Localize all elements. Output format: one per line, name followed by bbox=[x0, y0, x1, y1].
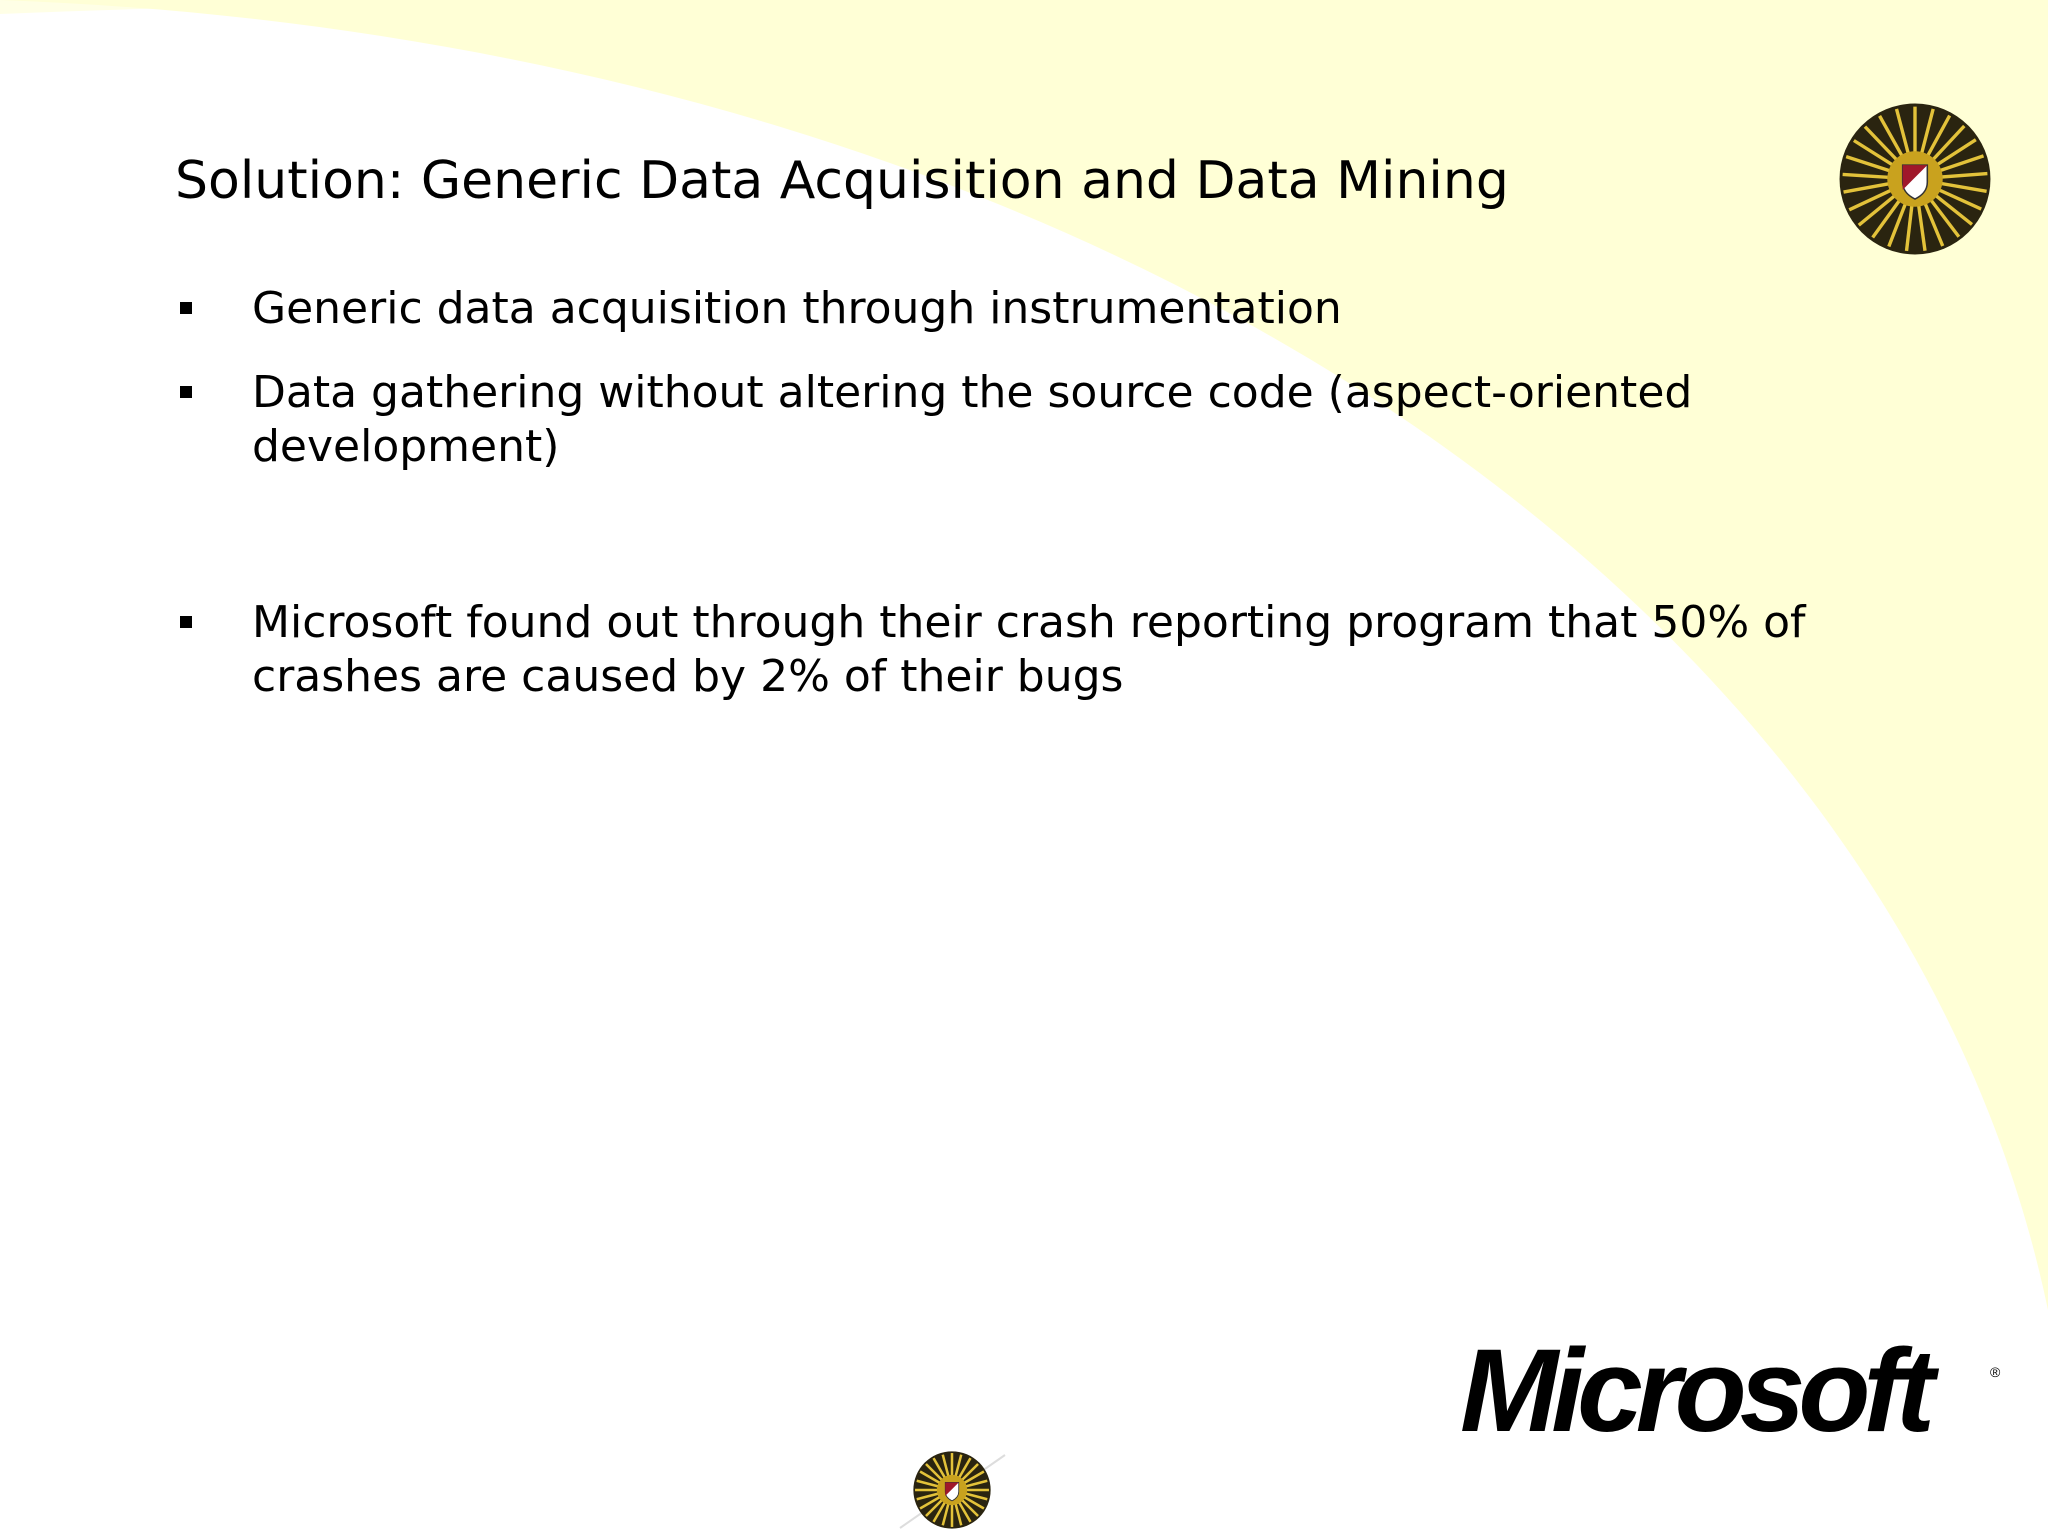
university-seal-icon bbox=[1838, 102, 1992, 256]
bullet-text: Microsoft found out through their crash reporting program that 50% of crashes are caused by 2% of their bugs bbox=[252, 597, 1806, 702]
university-seal-icon bbox=[910, 1448, 994, 1532]
square-bullet-icon bbox=[175, 366, 252, 420]
bullet-item bbox=[175, 366, 1825, 474]
bullet-item bbox=[175, 282, 1825, 336]
slide-title: Solution: Generic Data Acquisition and Data Mining bbox=[175, 151, 1509, 211]
square-bullet-icon bbox=[175, 596, 252, 650]
registered-mark: ® bbox=[1990, 1364, 2001, 1380]
square-bullet-icon bbox=[175, 282, 252, 336]
microsoft-wordmark: Microsoft bbox=[1460, 1325, 1928, 1457]
bullet-text: Generic data acquisition through instrumentation bbox=[252, 283, 1342, 334]
microsoft-logo bbox=[1412, 1318, 2040, 1463]
bullet-text: Data gathering without altering the source code (aspect-oriented development) bbox=[252, 367, 1693, 472]
bullet-item bbox=[175, 596, 1825, 704]
